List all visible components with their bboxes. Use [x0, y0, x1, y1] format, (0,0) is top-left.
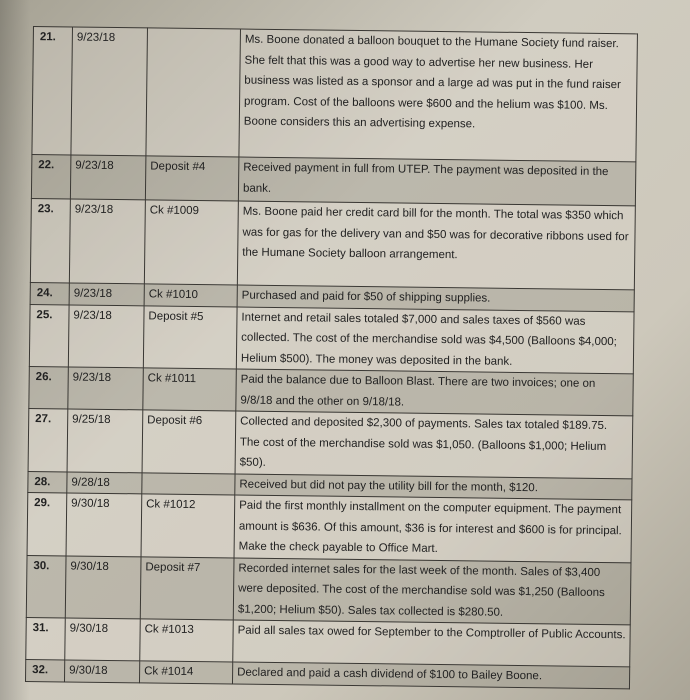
row-date: 9/23/18	[71, 27, 148, 156]
row-number: 25.	[29, 304, 69, 367]
row-description: Paid all sales tax owed for September to the Comptroller of Public Accounts.	[233, 620, 630, 667]
row-reference: Ck #1011	[143, 368, 237, 411]
row-description: Internet and retail sales totaled $7,000 and sales taxes of $560 was collected. The cost of the merchandise sold was $4,500 (Balloons $4,000; Helium $500). The money was deposited in the bank.	[236, 307, 634, 374]
row-date: 9/25/18	[67, 409, 143, 472]
row-reference: Ck #1009	[144, 200, 238, 285]
row-reference: Deposit #6	[142, 410, 236, 474]
row-number: 31.	[26, 617, 66, 659]
row-description: Paid the first monthly installment on the computer equipment. The payment amount is $636. Of this amount, $36 is for interest and $600 is for principal. Make the check payable to Office Mart.	[234, 495, 632, 562]
row-description: Ms. Boone donated a balloon bouquet to the Humane Society fund raiser. She felt that this was a good way to advertise her new business. Her business was listed as a sponsor and a large ad was put in the fund raiser program. Cost of the balloons were $600 and the helium was $100. Ms. Boone considers this an advertising expense.	[239, 29, 638, 162]
row-number: 27.	[28, 408, 68, 471]
table-row	[32, 27, 638, 162]
row-description: Received but did not pay the utility bill for the month, $120.	[235, 474, 632, 500]
row-number: 22.	[31, 154, 71, 198]
row-date: 9/30/18	[65, 618, 141, 661]
row-date: 9/23/18	[68, 304, 144, 367]
row-reference: Ck #1012	[141, 494, 235, 558]
row-reference: Ck #1010	[144, 284, 237, 307]
row-reference: Deposit #7	[140, 556, 234, 620]
row-number: 29.	[27, 492, 67, 555]
table-row	[29, 366, 633, 415]
table-row	[30, 198, 635, 289]
row-number: 32.	[25, 659, 64, 681]
row-description: Received payment in full from UTEP. The payment was deposited in the bank.	[238, 157, 636, 206]
row-reference: Deposit #5	[143, 305, 237, 369]
row-number: 30.	[26, 555, 66, 618]
row-date: 9/23/18	[69, 199, 145, 284]
row-number: 24.	[30, 282, 69, 304]
row-date: 9/28/18	[67, 471, 142, 493]
table-row	[27, 492, 632, 562]
row-date: 9/23/18	[68, 367, 144, 410]
row-reference	[142, 472, 235, 495]
row-date: 9/23/18	[69, 283, 144, 305]
row-reference: Ck #1013	[140, 619, 234, 662]
table-row	[31, 154, 635, 205]
row-reference	[146, 28, 241, 157]
row-description: Ms. Boone paid her credit card bill for the month. The total was $350 which was for gas for the delivery van and $50 was for decorative ribbons used for the Humane Society balloon arrangement.	[237, 201, 635, 290]
table-row	[26, 617, 630, 666]
table-row	[28, 408, 633, 478]
row-number: 21.	[32, 27, 73, 155]
row-date: 9/30/18	[66, 493, 142, 556]
row-number: 28.	[28, 471, 67, 493]
table-row	[29, 304, 634, 374]
row-date: 9/30/18	[65, 555, 141, 618]
row-description: Declared and paid a cash dividend of $100 to Bailey Boone.	[232, 662, 629, 688]
row-reference: Deposit #4	[145, 156, 239, 201]
transactions-table	[25, 26, 638, 689]
row-reference: Ck #1014	[139, 661, 232, 684]
row-description: Collected and deposited $2,300 of payments. Sales tax totaled $189.75. The cost of the merchandise sold was $1,050. (Balloons $1,000; Helium $50).	[235, 411, 633, 478]
table-row	[26, 555, 631, 625]
row-description: Recorded internet sales for the last week of the month. Sales of $3,400 were deposited. The cost of the merchandise sold was $1,250 (Balloons $1,200; Helium $50). Sales tax collected is $280.50.	[233, 557, 631, 624]
row-number: 23.	[30, 198, 70, 282]
row-number: 26.	[29, 366, 69, 408]
row-date: 9/23/18	[70, 155, 146, 200]
row-date: 9/30/18	[64, 660, 139, 682]
row-description: Paid the balance due to Balloon Blast. There are two invoices; one on 9/8/18 and the other on 9/18/18.	[236, 369, 633, 416]
row-description: Purchased and paid for $50 of shipping supplies.	[237, 285, 634, 311]
